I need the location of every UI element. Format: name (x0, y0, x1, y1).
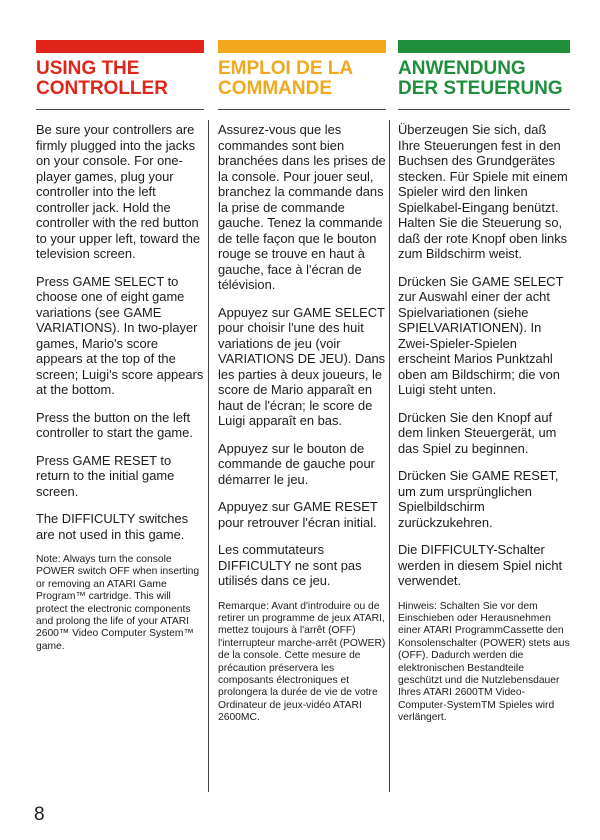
heading-rule (218, 109, 386, 110)
note-paragraph: Hinweis: Schalten Sie vor dem Einschieben oder Herausnehmen einer ATARI ProgrammCassette den Konsolenschalter (POWER) stets aus (OFF). Dadurch werden die elektronischen Bestandteile geschützt und die Nutzlebensdauer Ihres ATARI 2600TM Video-Computer-SystemTM Spieles wird verlängert. (398, 600, 570, 724)
section-body (36, 122, 204, 653)
paragraph: Appuyez sur GAME SELECT pour choisir l'une des huit variations de jeu (voir VARIATIONS DE JEU). Dans les parties à deux joueurs, le score de Mario apparaît en haut de l'écran; le score de Luigi apparaît en bas. (218, 304, 386, 428)
color-bar-yellow (218, 40, 386, 53)
paragraph: Assurez-vous que les commandes sont bien branchées dans les prises de la console. Pour jouer seul, branchez la commande dans la prise de commande gauche. Tenez la commande de telle façon que le bouton rouge se trouve en haut à gauche, face à l'écran de télévision. (218, 122, 386, 292)
column-french (218, 40, 386, 737)
section-heading: USING THE CONTROLLER (36, 58, 168, 99)
section-body (398, 122, 570, 725)
paragraph: Drücken Sie GAME SELECT zur Auswahl einer der acht Spielvariationen (siehe SPIELVARIATIONEN). In Zwei-Spieler-Spielen erscheint Marios Punktzahl oben am Bildschirm; die von Luigi steht unten. (398, 273, 564, 397)
section-heading: ANWENDUNG DER STEUERUNG (398, 58, 563, 99)
page-number: 8 (34, 804, 45, 825)
paragraph: Press GAME RESET to return to the initial game screen. (36, 452, 175, 499)
note-paragraph: Remarque: Avant d'introduire ou de retirer un programme de jeux ATARI, mettez toujours à l'arrêt (OFF) l'interrupteur marche-arrêt (POWER) de la console. Cette mesure de précaution préservera les composants électroniques et prolongera la durée de vie de votre Ordinateur de jeux-vidéo ATARI 2600MC. (218, 600, 386, 724)
column-divider (389, 120, 390, 792)
paragraph: Les commutateurs DIFFICULTY ne sont pas utilisés dans ce jeu. (218, 542, 362, 588)
paragraph: Überzeugen Sie sich, daß Ihre Steuerungen fest in den Buchsen des Grundgerätes stecken. Für Spiele mit einem Spieler wird den linken Spielkabel-Eingang benützt. Halten Sie die Steuerung so, daß der rote Knopf oben links zum Bildschirm weist. (398, 122, 568, 261)
paragraph: Drücken Sie GAME RESET, um zum ursprünglichen Spielbildschirm zurückzukehren. (398, 468, 559, 530)
note-paragraph: Note: Always turn the console POWER switch OFF when inserting or removing an ATARI Game Program™ cartridge. This will protect the electronic components and prolong the life of your ATARI 2600™ Video Computer System™ game. (36, 554, 200, 652)
paragraph: Die DIFFICULTY-Schalter werden in diesem Spiel nicht verwendet. (398, 542, 563, 588)
column-german (398, 40, 570, 737)
paragraph: Be sure your controllers are firmly plugged into the jacks on your console. For one-player games, plug your controller into the left controller jack. Hold the controller with the red button to your upper left, toward the television screen. (36, 122, 201, 261)
heading-rule (398, 109, 570, 110)
paragraph: Press the button on the left controller to start the game. (36, 409, 193, 440)
paragraph: Press GAME SELECT to choose one of eight game variations (see GAME VARIATIONS). In two-player games, Mario's score appears at the top of the screen; Luigi's score appears at the bottom. (36, 273, 204, 397)
paragraph: Appuyez sur GAME RESET pour retrouver l'écran initial. (218, 499, 378, 530)
color-bar-red (36, 40, 204, 53)
paragraph: The DIFFICULTY switches are not used in this game. (36, 511, 189, 542)
paragraph: Drücken Sie den Knopf auf dem linken Steuergerät, um das Spiel zu beginnen. (398, 409, 557, 456)
section-body (218, 122, 386, 725)
column-english (36, 40, 204, 665)
color-bar-green (398, 40, 570, 53)
paragraph: Appuyez sur le bouton de commande de gauche pour démarrer le jeu. (218, 440, 375, 487)
heading-rule (36, 109, 204, 110)
section-heading: EMPLOI DE LA COMMANDE (218, 58, 353, 99)
column-divider (208, 120, 209, 792)
